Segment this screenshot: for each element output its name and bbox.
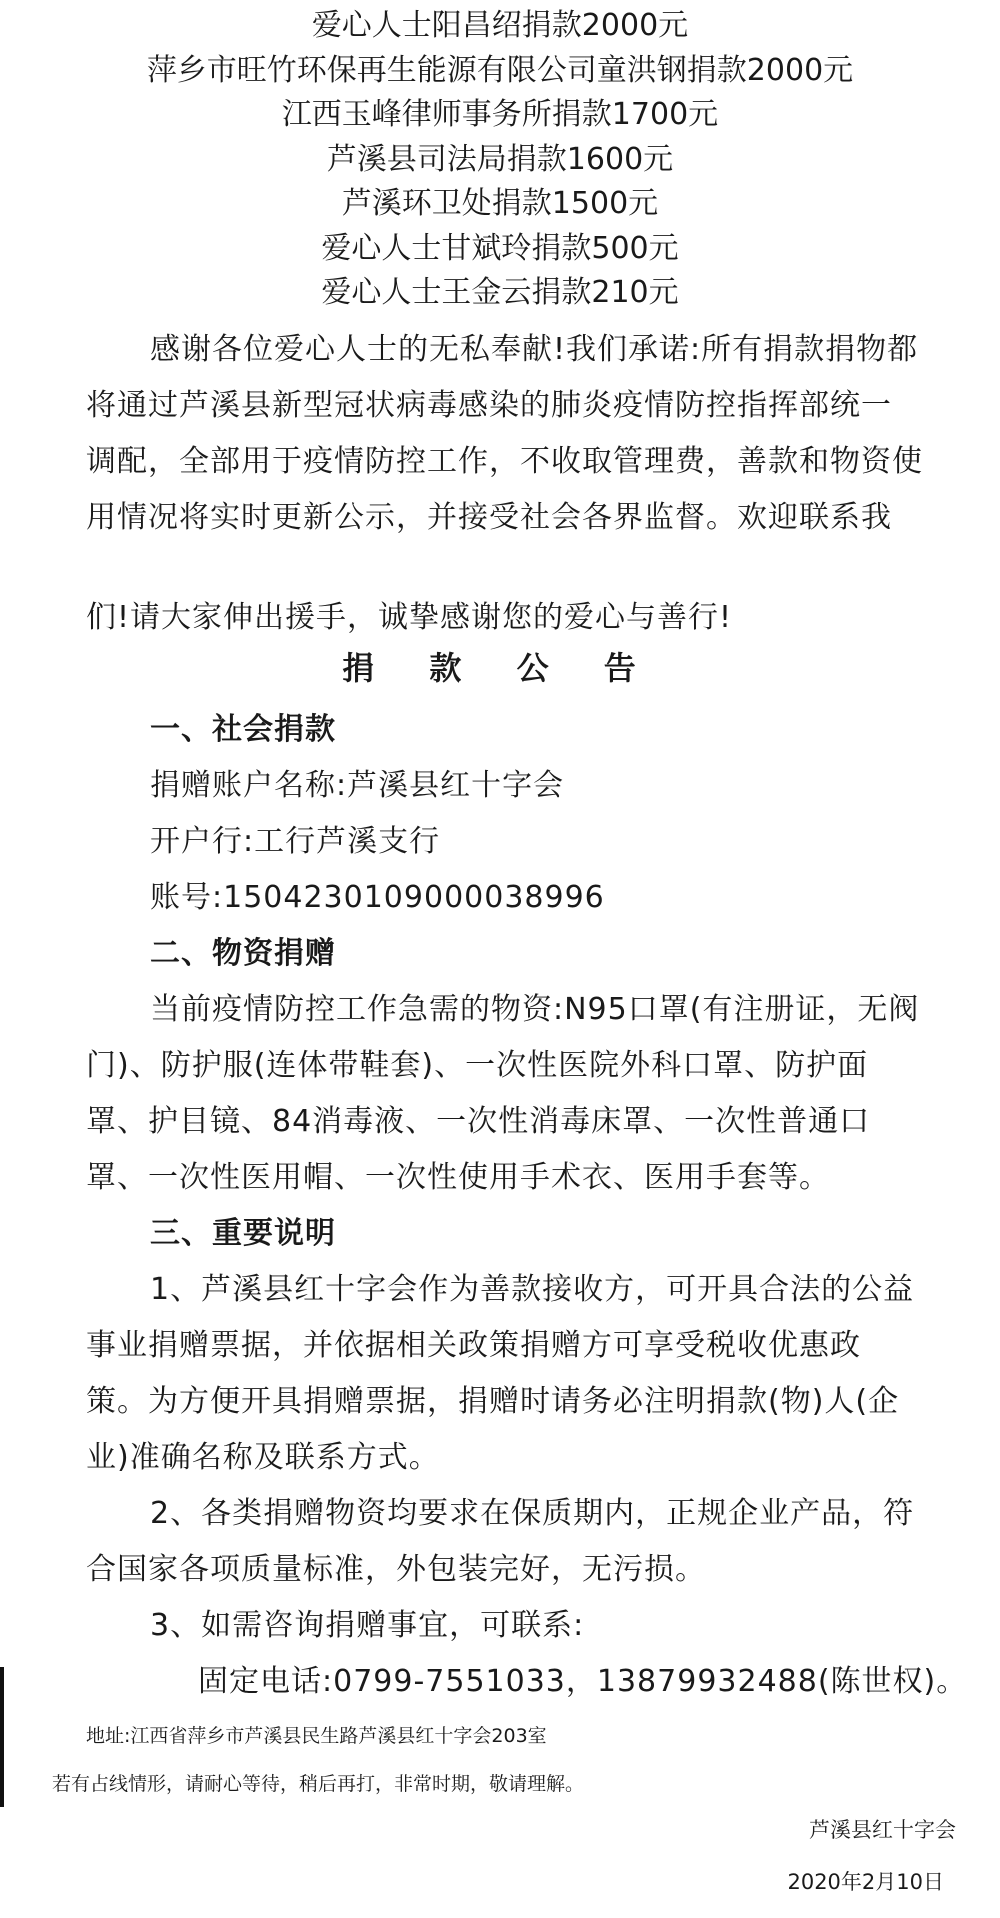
thanks-line: 将通过芦溪县新型冠状病毒感染的肺炎疫情防控指挥部统一 xyxy=(86,388,892,423)
thanks-line: 们!请大家伸出援手，诚挚感谢您的爱心与善行! xyxy=(86,600,733,635)
account-number: 账号:1504230109000038996 xyxy=(150,880,605,915)
materials-line: 罩、一次性医用帽、一次性使用手术衣、医用手套等。 xyxy=(86,1160,830,1195)
thanks-line: 用情况将实时更新公示，并接受社会各界监督。欢迎联系我 xyxy=(86,500,892,535)
notice-title: 捐 款 公 告 xyxy=(342,649,658,687)
busy-line-note: 若有占线情形，请耐心等待，稍后再打，非常时期，敬请理解。 xyxy=(52,1773,585,1795)
donor-line: 爱心人士阳昌绍捐款2000元 xyxy=(311,8,689,43)
notice-date: 2020年2月10日 xyxy=(787,1870,944,1894)
address: 地址:江西省萍乡市芦溪县民生路芦溪县红十字会203室 xyxy=(86,1725,547,1747)
account-name: 捐赠账户名称:芦溪县红十字会 xyxy=(150,768,565,803)
donor-line: 芦溪县司法局捐款1600元 xyxy=(326,141,674,177)
section-heading: 一、社会捐款 xyxy=(150,712,336,747)
contact-phone: 固定电话:0799-7551033，13879932488(陈世权)。 xyxy=(198,1664,968,1699)
note-line: 合国家各项质量标准，外包装完好，无污损。 xyxy=(86,1552,706,1587)
note-line: 业)准确名称及联系方式。 xyxy=(86,1440,440,1475)
donor-line: 江西玉峰律师事务所捐款1700元 xyxy=(281,97,719,132)
section-social-donation xyxy=(86,702,946,926)
materials-line: 罩、护目镜、84消毒液、一次性消毒床罩、一次性普通口 xyxy=(86,1104,871,1139)
thanks-line: 调配，全部用于疫情防控工作，不收取管理费，善款和物资使 xyxy=(86,444,923,479)
materials-line: 当前疫情防控工作急需的物资:N95口罩(有注册证，无阀 xyxy=(150,992,920,1027)
materials-line: 门)、防护服(连体带鞋套)、一次性医院外科口罩、防护面 xyxy=(86,1048,869,1083)
thanks-line: 感谢各位爱心人士的无私奉献!我们承诺:所有捐款捐物都 xyxy=(150,332,919,367)
note-line: 策。为方便开具捐赠票据，捐赠时请务必注明捐款(物)人(企 xyxy=(86,1384,900,1419)
section-heading: 三、重要说明 xyxy=(150,1216,336,1251)
donor-line: 萍乡市旺竹环保再生能源有限公司童洪钢捐款2000元 xyxy=(146,52,854,88)
section-material-donation xyxy=(86,926,946,1206)
donor-list xyxy=(0,4,1000,316)
thanks-paragraph xyxy=(86,322,926,646)
donor-line: 芦溪环卫处捐款1500元 xyxy=(341,186,659,221)
section-important-notes xyxy=(86,1206,968,1710)
bank-name: 开户行:工行芦溪支行 xyxy=(150,824,441,859)
note-line: 1、芦溪县红十字会作为善款接收方，可开具合法的公益 xyxy=(150,1272,915,1307)
edge-divider xyxy=(0,1667,4,1807)
note-line: 2、各类捐赠物资均要求在保质期内，正规企业产品，符 xyxy=(150,1496,915,1531)
donor-line: 爱心人士甘斌玲捐款500元 xyxy=(321,230,679,266)
section-heading: 二、物资捐赠 xyxy=(150,936,336,971)
note-line: 3、如需咨询捐赠事宜，可联系: xyxy=(150,1608,585,1643)
donor-line: 爱心人士王金云捐款210元 xyxy=(321,275,679,310)
note-line: 事业捐赠票据，并依据相关政策捐赠方可享受税收优惠政 xyxy=(86,1328,861,1363)
signing-organization: 芦溪县红十字会 xyxy=(809,1818,956,1842)
